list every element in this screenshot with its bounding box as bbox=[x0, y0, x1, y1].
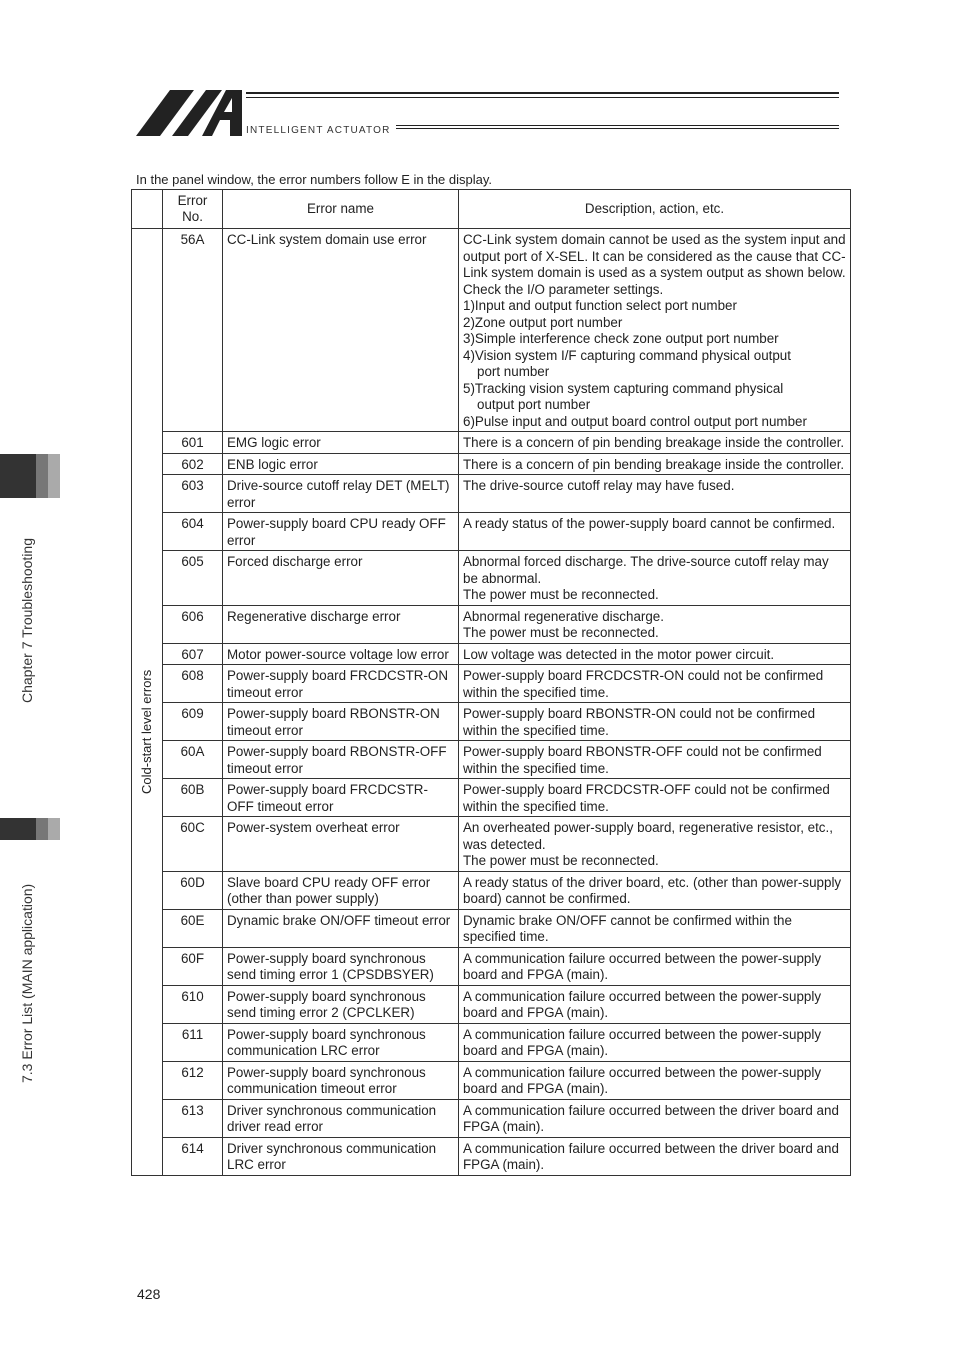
description-line: A communication failure occurred between the driver board and FPGA (main). bbox=[463, 1140, 839, 1172]
error-number: 603 bbox=[163, 475, 223, 513]
error-description bbox=[459, 475, 851, 513]
error-number: 611 bbox=[163, 1023, 223, 1061]
chapter-tab-marker bbox=[0, 454, 36, 498]
chapter-label: Chapter 7 Troubleshooting bbox=[19, 538, 35, 703]
description-line: A ready status of the power-supply board cannot be confirmed. bbox=[463, 516, 836, 531]
description-line: An overheated power-supply board, regenerative resistor, etc., was detected. bbox=[463, 820, 833, 852]
error-name: Power-system overheat error bbox=[223, 817, 459, 872]
error-description bbox=[459, 551, 851, 606]
error-name: Power-supply board FRCDCSTR-ON timeout error bbox=[223, 665, 459, 703]
description-line: CC-Link system domain cannot be used as the system input and output port of X-SEL. It can be considered as the cause that CC-Link system domain is used as a system output as shown below. Check the I/O parameter settings. bbox=[463, 232, 846, 297]
error-description bbox=[459, 453, 851, 475]
chapter-tab-marker bbox=[36, 454, 48, 498]
error-number: 601 bbox=[163, 432, 223, 454]
description-line: Abnormal forced discharge. The drive-source cutoff relay may be abnormal. bbox=[463, 554, 829, 586]
error-name: Motor power-source voltage low error bbox=[223, 643, 459, 665]
description-line: port number bbox=[477, 364, 550, 379]
header-rule bbox=[246, 97, 839, 98]
table-row bbox=[132, 1061, 851, 1099]
section-label: 7.3 Error List (MAIN application) bbox=[19, 883, 35, 1083]
table-row bbox=[132, 779, 851, 817]
error-description bbox=[459, 871, 851, 909]
error-name: Power-supply board synchronous send timing error 1 (CPSDBSYER) bbox=[223, 947, 459, 985]
error-number: 610 bbox=[163, 985, 223, 1023]
table-row bbox=[132, 703, 851, 741]
error-description bbox=[459, 985, 851, 1023]
table-row bbox=[132, 475, 851, 513]
error-name: Power-supply board synchronous send timing error 2 (CPCLKER) bbox=[223, 985, 459, 1023]
section-tab-marker bbox=[48, 818, 60, 840]
error-number: 56A bbox=[163, 229, 223, 432]
error-number: 60B bbox=[163, 779, 223, 817]
error-number: 60C bbox=[163, 817, 223, 872]
error-number: 606 bbox=[163, 605, 223, 643]
section-tab-marker bbox=[36, 818, 48, 840]
error-description bbox=[459, 741, 851, 779]
error-description bbox=[459, 229, 851, 432]
description-line: 4)Vision system I/F capturing command physical output bbox=[463, 347, 791, 363]
error-name: Power-supply board RBONSTR-OFF timeout error bbox=[223, 741, 459, 779]
error-name: Forced discharge error bbox=[223, 551, 459, 606]
table-row bbox=[132, 871, 851, 909]
error-description bbox=[459, 1099, 851, 1137]
table-row bbox=[132, 432, 851, 454]
error-name: Regenerative discharge error bbox=[223, 605, 459, 643]
error-description bbox=[459, 665, 851, 703]
table-row bbox=[132, 665, 851, 703]
table-row bbox=[132, 1099, 851, 1137]
description-line: 5)Tracking vision system capturing command physical bbox=[463, 380, 784, 396]
table-row bbox=[132, 741, 851, 779]
description-line: The power must be reconnected. bbox=[463, 625, 659, 640]
description-line: Power-supply board FRCDCSTR-ON could not be confirmed within the specified time. bbox=[463, 668, 824, 700]
description-line: Low voltage was detected in the motor power circuit. bbox=[463, 646, 775, 662]
iai-logo-icon bbox=[136, 90, 246, 136]
table-row bbox=[132, 947, 851, 985]
error-description bbox=[459, 643, 851, 665]
table-row bbox=[132, 605, 851, 643]
description-line: Power-supply board RBONSTR-ON could not be confirmed within the specified time. bbox=[463, 706, 816, 738]
error-name-header: Error name bbox=[223, 190, 459, 229]
error-description bbox=[459, 513, 851, 551]
error-number: 602 bbox=[163, 453, 223, 475]
category-header bbox=[132, 190, 163, 229]
error-no-header: Error No. bbox=[163, 190, 223, 229]
section-tab-marker bbox=[0, 818, 36, 840]
description-line: A ready status of the driver board, etc. (other than power-supply board) cannot be confirmed. bbox=[463, 874, 842, 906]
description-line: A communication failure occurred between the power-supply board and FPGA (main). bbox=[463, 988, 822, 1020]
error-name: Slave board CPU ready OFF error (other than power supply) bbox=[223, 871, 459, 909]
error-name: Dynamic brake ON/OFF timeout error bbox=[223, 909, 459, 947]
header-rule bbox=[246, 92, 839, 94]
error-name: Power-supply board synchronous communication LRC error bbox=[223, 1023, 459, 1061]
description-line: Abnormal regenerative discharge. bbox=[463, 608, 664, 624]
description-line: A communication failure occurred between the power-supply board and FPGA (main). bbox=[463, 950, 822, 982]
table-row bbox=[132, 817, 851, 872]
error-description bbox=[459, 605, 851, 643]
description-line: Power-supply board FRCDCSTR-OFF could not be confirmed within the specified time. bbox=[463, 782, 830, 814]
error-number: 60E bbox=[163, 909, 223, 947]
error-description bbox=[459, 1061, 851, 1099]
description-line: The power must be reconnected. bbox=[463, 587, 659, 602]
header-rule bbox=[396, 128, 839, 129]
description-line: 6)Pulse input and output board control output port number bbox=[463, 413, 807, 429]
error-name: Driver synchronous communication LRC error bbox=[223, 1137, 459, 1175]
table-row bbox=[132, 985, 851, 1023]
table-row bbox=[132, 909, 851, 947]
table-row bbox=[132, 453, 851, 475]
table-body bbox=[132, 229, 851, 1176]
description-line: 1)Input and output function select port number bbox=[463, 298, 737, 313]
error-description bbox=[459, 947, 851, 985]
error-description bbox=[459, 432, 851, 454]
description-line: Dynamic brake ON/OFF cannot be confirmed within the specified time. bbox=[463, 912, 792, 944]
error-number: 605 bbox=[163, 551, 223, 606]
description-line: The power must be reconnected. bbox=[463, 853, 659, 868]
error-description bbox=[459, 817, 851, 872]
table-row bbox=[132, 551, 851, 606]
description-line: output port number bbox=[477, 397, 591, 412]
description-header: Description, action, etc. bbox=[459, 190, 851, 229]
description-line: 2)Zone output port number bbox=[463, 314, 623, 330]
category-cell bbox=[132, 229, 163, 1176]
error-name: Power-supply board FRCDCSTR-OFF timeout error bbox=[223, 779, 459, 817]
error-number: 604 bbox=[163, 513, 223, 551]
error-number: 609 bbox=[163, 703, 223, 741]
table-row bbox=[132, 643, 851, 665]
chapter-tab-marker bbox=[48, 454, 60, 498]
intro-text: In the panel window, the error numbers follow E in the display. bbox=[136, 172, 493, 187]
error-number: 612 bbox=[163, 1061, 223, 1099]
error-table bbox=[131, 189, 851, 1176]
error-number: 613 bbox=[163, 1099, 223, 1137]
error-number: 60F bbox=[163, 947, 223, 985]
description-line: There is a concern of pin bending breakage inside the controller. bbox=[463, 456, 845, 472]
error-name: Drive-source cutoff relay DET (MELT) error bbox=[223, 475, 459, 513]
error-description bbox=[459, 779, 851, 817]
error-name: CC-Link system domain use error bbox=[223, 229, 459, 432]
category-label: Cold-start level errors bbox=[139, 669, 154, 794]
error-description bbox=[459, 909, 851, 947]
error-name: Power-supply board synchronous communication timeout error bbox=[223, 1061, 459, 1099]
error-description bbox=[459, 1137, 851, 1175]
error-number: 607 bbox=[163, 643, 223, 665]
table-row bbox=[132, 1137, 851, 1175]
table-row bbox=[132, 229, 851, 432]
page-number: 428 bbox=[137, 1286, 161, 1302]
description-line: There is a concern of pin bending breakage inside the controller. bbox=[463, 435, 845, 450]
header-rule bbox=[396, 125, 839, 126]
error-name: Driver synchronous communication driver read error bbox=[223, 1099, 459, 1137]
error-number: 614 bbox=[163, 1137, 223, 1175]
error-number: 60D bbox=[163, 871, 223, 909]
error-number: 608 bbox=[163, 665, 223, 703]
error-name: Power-supply board RBONSTR-ON timeout error bbox=[223, 703, 459, 741]
error-name: ENB logic error bbox=[223, 453, 459, 475]
table-row bbox=[132, 1023, 851, 1061]
description-line: Power-supply board RBONSTR-OFF could not be confirmed within the specified time. bbox=[463, 744, 822, 776]
error-name: EMG logic error bbox=[223, 432, 459, 454]
logo-text: INTELLIGENT ACTUATOR bbox=[246, 125, 391, 136]
error-description bbox=[459, 703, 851, 741]
description-line: A communication failure occurred between the power-supply board and FPGA (main). bbox=[463, 1026, 822, 1058]
error-description bbox=[459, 1023, 851, 1061]
table-header-row bbox=[132, 190, 851, 229]
table-row bbox=[132, 513, 851, 551]
error-number: 60A bbox=[163, 741, 223, 779]
description-line: A communication failure occurred between the power-supply board and FPGA (main). bbox=[463, 1064, 822, 1096]
description-line: A communication failure occurred between the driver board and FPGA (main). bbox=[463, 1102, 839, 1134]
error-name: Power-supply board CPU ready OFF error bbox=[223, 513, 459, 551]
description-line: The drive-source cutoff relay may have fused. bbox=[463, 478, 735, 493]
description-line: 3)Simple interference check zone output port number bbox=[463, 331, 779, 346]
